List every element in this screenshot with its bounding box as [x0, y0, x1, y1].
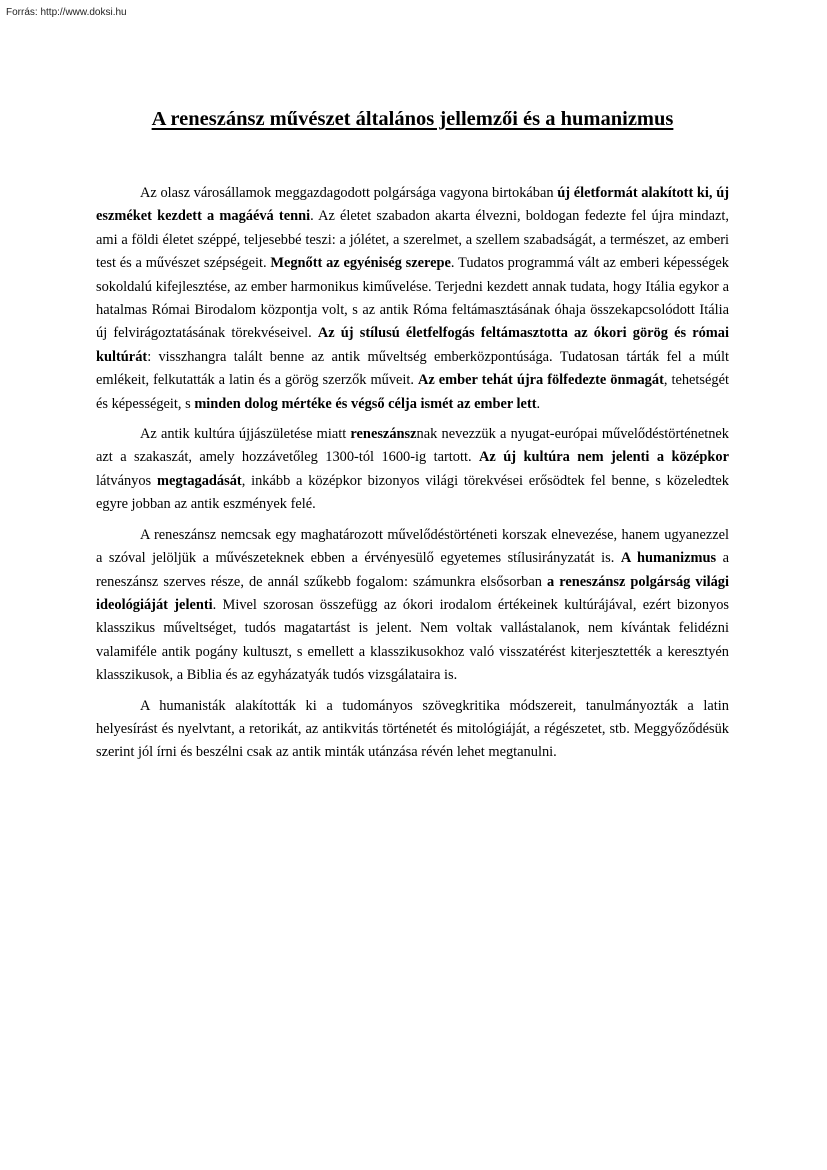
text-run: A reneszánsz nemcsak egy maghatározott művelődéstörténeti korszak elnevezése, hanem ugyanezzel a szóval jelöljük a művészeteknek ebben a érvényesülő egyetemes stílusirányzatát is.	[96, 526, 729, 567]
bold-text-run: Megnőtt az egyéniség szerepe	[270, 255, 451, 272]
bold-text-run: reneszánsz	[350, 426, 417, 443]
paragraph	[96, 423, 729, 517]
paragraph	[96, 182, 729, 416]
text-run: , tehetségét és képességeit, s	[96, 372, 729, 412]
paragraph	[96, 524, 729, 688]
text-run: . Mivel szorosan összefügg az ókori irodalom értékeinek kultúrájával, ezért bizonyos klasszikus műveltséget, tudós magatartást is jelent. Nem voltak vallástalanok, nem kívántak felidézni valamiféle antik pogány kultuszt, s emellett a klasszikusokhoz való visszatérést kiterjesztették a keresztyén klasszikusok, a Biblia és az egyházatyák tudós vizsgálataira is.	[96, 596, 730, 684]
text-run: Az olasz városállamok meggazdagodott polgársága vagyona birtokában	[140, 185, 558, 201]
source-note: Forrás: http://www.doksi.hu	[6, 7, 127, 18]
bold-text-run: Az ember tehát újra fölfedezte önmagát	[418, 372, 664, 389]
text-run: . Az életet szabadon akarta élvezni, boldogan fedezte fel újra mindazt, ami a földi életet széppé, teljesebbé teszi: a jólétet, a szerelmet, a szellem szabadságát, a természet, az emberi test és a művészet szépségeit.	[96, 208, 729, 272]
page-title: A reneszánsz művészet általános jellemzői és a humanizmus	[151, 108, 674, 130]
bold-text-run: a reneszánsz polgárság világi ideológiáját jelenti	[96, 573, 729, 613]
text-run: .	[536, 395, 541, 412]
body-text	[96, 182, 729, 772]
text-run: . Tudatos programmá vált az emberi képességek sokoldalú kifejlesztése, az ember harmonikus kiművelése. Terjedni kezdett annak tudata, hogy Itália egykor a hatalmas Római Birodalom központja volt, s az antik Róma feltámasztásának óhaja összekapcsolódott Itália új felvirágoztatásának törekvéseivel.	[96, 255, 729, 342]
bold-text-run: Az új kultúra nem jelenti a középkor	[479, 449, 730, 466]
paragraph	[96, 695, 729, 765]
bold-text-run: új életformát alakított ki, új eszméket kezdett a magáévá tenni	[96, 185, 729, 225]
text-run: : visszhangra talált benne az antik műveltség emberközpontúsága. Tudatosan tárták fel a múlt emlékeit, felkutatták a latin és a görög szerzők műveit.	[96, 348, 729, 389]
bold-text-run: A humanizmus	[620, 550, 717, 567]
text-run: nak nevezzük a nyugat-európai művelődéstörténetnek azt a szakaszát, amely hozzávetőleg 1300-tól 1600-ig tartott.	[96, 426, 729, 466]
bold-text-run: minden dolog mértéke és végső célja ismét az ember lett	[194, 395, 537, 412]
text-run: látványos	[96, 472, 157, 489]
text-run: , inkább a középkor bizonyos világi törekvései erősödtek fel benne, s közeledtek egyre jobban az antik eszmények felé.	[96, 472, 729, 513]
text-run: A humanisták alakították ki a tudományos szövegkritika módszereit, tanulmányozták a latin helyesírást és nyelvtant, a retorikát, az antikvitás történetét és mitológiáját, a régészetet, stb. Meggyőződésük szerint jól írni és beszélni csak az antik minták utánzása révén lehet megtanulni.	[96, 697, 729, 761]
bold-text-run: Az új stílusú életfelfogás feltámasztotta az ókori görög és római kultúrát	[96, 325, 729, 365]
text-run: a reneszánsz szerves része, de annál szűkebb fogalom: számunkra elsősorban	[96, 550, 729, 590]
text-run: Az antik kultúra újjászületése miatt	[140, 426, 351, 443]
bold-text-run: megtagadását	[156, 472, 242, 489]
